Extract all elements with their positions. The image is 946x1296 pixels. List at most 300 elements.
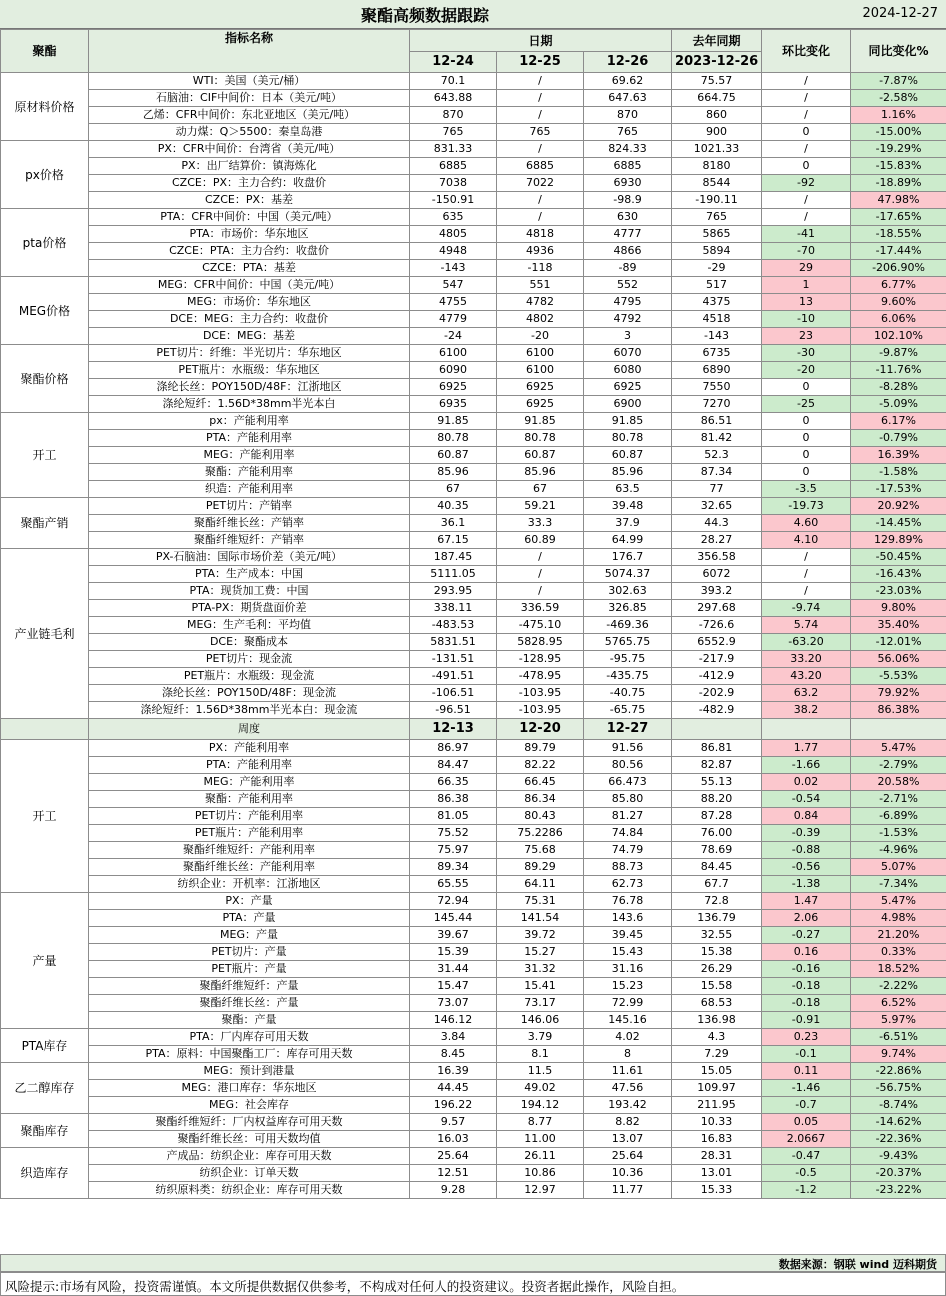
value-cell: 75.57 <box>672 73 762 90</box>
mom-change: 0 <box>762 124 851 141</box>
mom-change: 0 <box>762 158 851 175</box>
table-row <box>1 825 946 842</box>
value-cell: -20 <box>497 328 584 345</box>
mom-change: / <box>762 73 851 90</box>
mom-change: -1.38 <box>762 876 851 893</box>
value-cell: / <box>497 209 584 226</box>
table-row <box>1 413 946 430</box>
yoy-change: 18.52% <box>851 961 946 978</box>
table-row <box>1 1012 946 1029</box>
value-cell: 302.63 <box>584 583 672 600</box>
value-cell: 89.29 <box>497 859 584 876</box>
value-cell: -217.9 <box>672 651 762 668</box>
value-cell: 326.85 <box>584 600 672 617</box>
table-row <box>1 1165 946 1182</box>
value-cell: 91.85 <box>497 413 584 430</box>
yoy-change: -22.36% <box>851 1131 946 1148</box>
yoy-change: -2.58% <box>851 90 946 107</box>
yoy-change: -18.55% <box>851 226 946 243</box>
value-cell: -483.53 <box>410 617 497 634</box>
mom-change: 0.23 <box>762 1029 851 1046</box>
value-cell: -150.91 <box>410 192 497 209</box>
report-date: 2024-12-27 <box>862 6 938 21</box>
value-cell: 765 <box>672 209 762 226</box>
value-cell: 68.53 <box>672 995 762 1012</box>
value-cell: / <box>497 583 584 600</box>
value-cell: 5865 <box>672 226 762 243</box>
indicator-name: 动力煤：Q＞5500：秦皇岛港 <box>89 124 410 141</box>
indicator-name: PTA：厂内库存可用天数 <box>89 1029 410 1046</box>
table-row <box>1 1063 946 1080</box>
mom-change: -0.16 <box>762 961 851 978</box>
value-cell: 6885 <box>584 158 672 175</box>
table-row <box>1 808 946 825</box>
value-cell: 86.34 <box>497 791 584 808</box>
value-cell: 85.80 <box>584 791 672 808</box>
value-cell: 8.77 <box>497 1114 584 1131</box>
value-cell: 6925 <box>410 379 497 396</box>
table-row <box>1 192 946 209</box>
value-cell: 15.47 <box>410 978 497 995</box>
yoy-change: -1.58% <box>851 464 946 481</box>
table-row <box>1 226 946 243</box>
table-row <box>1 532 946 549</box>
value-cell: -89 <box>584 260 672 277</box>
table-row <box>1 600 946 617</box>
value-cell: 6100 <box>497 362 584 379</box>
value-cell: 13.01 <box>672 1165 762 1182</box>
header-indicator: 指标名称 <box>89 30 410 73</box>
yoy-change: 79.92% <box>851 685 946 702</box>
table-row <box>1 464 946 481</box>
value-cell: 765 <box>584 124 672 141</box>
mom-change: 0 <box>762 430 851 447</box>
indicator-name: PX：产量 <box>89 893 410 910</box>
header-date-3: 12-26 <box>584 52 672 73</box>
value-cell: 44.3 <box>672 515 762 532</box>
yoy-change: 129.89% <box>851 532 946 549</box>
yoy-change: -4.96% <box>851 842 946 859</box>
value-cell: 70.1 <box>410 73 497 90</box>
value-cell: 80.78 <box>584 430 672 447</box>
table-row <box>1 447 946 464</box>
value-cell: 82.22 <box>497 757 584 774</box>
value-cell: 12.97 <box>497 1182 584 1199</box>
value-cell: / <box>497 107 584 124</box>
indicator-name: 纺织企业：开机率：江浙地区 <box>89 876 410 893</box>
table-row <box>1 1131 946 1148</box>
mom-change: 5.74 <box>762 617 851 634</box>
value-cell: 8 <box>584 1046 672 1063</box>
value-cell: 10.36 <box>584 1165 672 1182</box>
value-cell: 89.34 <box>410 859 497 876</box>
value-cell: 6080 <box>584 362 672 379</box>
value-cell: / <box>497 73 584 90</box>
table-row <box>1 651 946 668</box>
value-cell: 72.99 <box>584 995 672 1012</box>
value-cell: 765 <box>410 124 497 141</box>
weekly-header-blank <box>851 719 946 740</box>
value-cell: 85.96 <box>584 464 672 481</box>
value-cell: -143 <box>672 328 762 345</box>
value-cell: 7270 <box>672 396 762 413</box>
table-row <box>1 158 946 175</box>
mom-change: -1.2 <box>762 1182 851 1199</box>
value-cell: 6070 <box>584 345 672 362</box>
value-cell: 91.85 <box>584 413 672 430</box>
value-cell: 552 <box>584 277 672 294</box>
value-cell: 4805 <box>410 226 497 243</box>
value-cell: 664.75 <box>672 90 762 107</box>
value-cell: 6552.9 <box>672 634 762 651</box>
value-cell: 7022 <box>497 175 584 192</box>
header-date-group: 日期 <box>410 30 672 52</box>
value-cell: -95.75 <box>584 651 672 668</box>
indicator-name: 涤纶短纤：1.56D*38mm半光本白 <box>89 396 410 413</box>
mom-change: 33.20 <box>762 651 851 668</box>
mom-change: 63.2 <box>762 685 851 702</box>
value-cell: 4948 <box>410 243 497 260</box>
yoy-change: 5.47% <box>851 740 946 757</box>
value-cell: -40.75 <box>584 685 672 702</box>
value-cell: 32.55 <box>672 927 762 944</box>
value-cell: -202.9 <box>672 685 762 702</box>
indicator-name: 聚酯：产量 <box>89 1012 410 1029</box>
value-cell: / <box>497 566 584 583</box>
yoy-change: -17.53% <box>851 481 946 498</box>
table-row <box>1 362 946 379</box>
table-row <box>1 1148 946 1165</box>
indicator-name: MEG：CFR中间价：中国（美元/吨） <box>89 277 410 294</box>
indicator-name: 涤纶长丝：POY150D/48F：现金流 <box>89 685 410 702</box>
indicator-name: PET瓶片：水瓶级：现金流 <box>89 668 410 685</box>
mom-change: / <box>762 209 851 226</box>
yoy-change: 9.60% <box>851 294 946 311</box>
indicator-name: 石脑油：CIF中间价：日本（美元/吨） <box>89 90 410 107</box>
yoy-change: -19.29% <box>851 141 946 158</box>
mom-change: -92 <box>762 175 851 192</box>
indicator-name: PTA：产能利用率 <box>89 757 410 774</box>
value-cell: 75.31 <box>497 893 584 910</box>
table-row <box>1 944 946 961</box>
value-cell: 31.32 <box>497 961 584 978</box>
value-cell: 91.56 <box>584 740 672 757</box>
weekly-label: 周度 <box>89 719 410 740</box>
weekly-header-blank <box>762 719 851 740</box>
mom-change: 2.06 <box>762 910 851 927</box>
mom-change: -41 <box>762 226 851 243</box>
value-cell: 88.20 <box>672 791 762 808</box>
header-yoy: 同比变化% <box>851 30 946 73</box>
mom-change: -3.5 <box>762 481 851 498</box>
value-cell: 4866 <box>584 243 672 260</box>
category-label: MEG价格 <box>1 277 89 345</box>
value-cell: 66.473 <box>584 774 672 791</box>
indicator-name: PET切片：现金流 <box>89 651 410 668</box>
value-cell: 13.07 <box>584 1131 672 1148</box>
yoy-change: -18.89% <box>851 175 946 192</box>
value-cell: 4795 <box>584 294 672 311</box>
table-row <box>1 175 946 192</box>
table-row <box>1 893 946 910</box>
yoy-change: 9.80% <box>851 600 946 617</box>
mom-change: -0.5 <box>762 1165 851 1182</box>
value-cell: 39.48 <box>584 498 672 515</box>
value-cell: -726.6 <box>672 617 762 634</box>
yoy-change: 35.40% <box>851 617 946 634</box>
table-row <box>1 566 946 583</box>
table-row <box>1 927 946 944</box>
table-row <box>1 141 946 158</box>
yoy-change: -2.79% <box>851 757 946 774</box>
category-label: 产量 <box>1 893 89 1029</box>
mom-change: -10 <box>762 311 851 328</box>
value-cell: -482.9 <box>672 702 762 719</box>
value-cell: 84.47 <box>410 757 497 774</box>
table-row <box>1 978 946 995</box>
yoy-change: 86.38% <box>851 702 946 719</box>
indicator-name: MEG：产量 <box>89 927 410 944</box>
value-cell: 33.3 <box>497 515 584 532</box>
value-cell: 109.97 <box>672 1080 762 1097</box>
yoy-change: -8.74% <box>851 1097 946 1114</box>
yoy-change: -16.43% <box>851 566 946 583</box>
value-cell: 187.45 <box>410 549 497 566</box>
value-cell: 145.44 <box>410 910 497 927</box>
value-cell: 194.12 <box>497 1097 584 1114</box>
value-cell: / <box>497 192 584 209</box>
value-cell: 5894 <box>672 243 762 260</box>
indicator-name: 聚酯纤维长丝：产销率 <box>89 515 410 532</box>
value-cell: 393.2 <box>672 583 762 600</box>
indicator-name: PX：出厂结算价：镇海炼化 <box>89 158 410 175</box>
yoy-change: 5.47% <box>851 893 946 910</box>
value-cell: / <box>497 90 584 107</box>
category-label: 乙二醇库存 <box>1 1063 89 1114</box>
mom-change: 0 <box>762 447 851 464</box>
indicator-name: PX-石脑油：国际市场价差（美元/吨） <box>89 549 410 566</box>
indicator-name: 聚酯纤维长丝：产量 <box>89 995 410 1012</box>
table-row <box>1 1182 946 1199</box>
value-cell: 3.79 <box>497 1029 584 1046</box>
value-cell: 69.62 <box>584 73 672 90</box>
value-cell: 32.65 <box>672 498 762 515</box>
indicator-name: WTI：美国（美元/桶） <box>89 73 410 90</box>
value-cell: 4936 <box>497 243 584 260</box>
value-cell: 4375 <box>672 294 762 311</box>
value-cell: 8.45 <box>410 1046 497 1063</box>
yoy-change: 5.97% <box>851 1012 946 1029</box>
value-cell: 64.99 <box>584 532 672 549</box>
data-source: 数据来源：钢联 wind 迈科期货 <box>778 1258 937 1271</box>
value-cell: 15.38 <box>672 944 762 961</box>
value-cell: 4779 <box>410 311 497 328</box>
value-cell: 47.56 <box>584 1080 672 1097</box>
yoy-change: 6.52% <box>851 995 946 1012</box>
value-cell: -143 <box>410 260 497 277</box>
value-cell: 630 <box>584 209 672 226</box>
weekly-header-row <box>1 719 946 740</box>
value-cell: 9.28 <box>410 1182 497 1199</box>
value-cell: 1021.33 <box>672 141 762 158</box>
indicator-name: 乙烯：CFR中间价：东北亚地区（美元/吨） <box>89 107 410 124</box>
table-row <box>1 668 946 685</box>
mom-change: -19.73 <box>762 498 851 515</box>
value-cell: 77 <box>672 481 762 498</box>
value-cell: 28.27 <box>672 532 762 549</box>
mom-change: / <box>762 549 851 566</box>
value-cell: 84.45 <box>672 859 762 876</box>
value-cell: 52.3 <box>672 447 762 464</box>
mom-change: 1 <box>762 277 851 294</box>
category-label: px价格 <box>1 141 89 209</box>
value-cell: 6925 <box>584 379 672 396</box>
value-cell: 4792 <box>584 311 672 328</box>
value-cell: 26.29 <box>672 961 762 978</box>
indicator-name: MEG：社会库存 <box>89 1097 410 1114</box>
value-cell: 15.23 <box>584 978 672 995</box>
category-label: 产业链毛利 <box>1 549 89 719</box>
value-cell: -98.9 <box>584 192 672 209</box>
value-cell: 73.07 <box>410 995 497 1012</box>
value-cell: 15.39 <box>410 944 497 961</box>
header-date-1: 12-24 <box>410 52 497 73</box>
indicator-name: PET切片：产能利用率 <box>89 808 410 825</box>
value-cell: -469.36 <box>584 617 672 634</box>
mom-change: / <box>762 192 851 209</box>
value-cell: 74.79 <box>584 842 672 859</box>
yoy-change: -9.87% <box>851 345 946 362</box>
value-cell: 11.61 <box>584 1063 672 1080</box>
mom-change: / <box>762 90 851 107</box>
value-cell: 8180 <box>672 158 762 175</box>
indicator-name: PET瓶片：水瓶级：华东地区 <box>89 362 410 379</box>
value-cell: 60.89 <box>497 532 584 549</box>
value-cell: 547 <box>410 277 497 294</box>
value-cell: 76.78 <box>584 893 672 910</box>
value-cell: 80.43 <box>497 808 584 825</box>
indicator-name: PET瓶片：产能利用率 <box>89 825 410 842</box>
mom-change: -0.1 <box>762 1046 851 1063</box>
indicator-name: MEG：港口库存：华东地区 <box>89 1080 410 1097</box>
value-cell: 6890 <box>672 362 762 379</box>
category-label: 聚酯产销 <box>1 498 89 549</box>
yoy-change: -17.44% <box>851 243 946 260</box>
value-cell: 6100 <box>497 345 584 362</box>
value-cell: 143.6 <box>584 910 672 927</box>
header-mom: 环比变化 <box>762 30 851 73</box>
yoy-change: -14.62% <box>851 1114 946 1131</box>
indicator-name: 聚酯纤维长丝：可用天数均值 <box>89 1131 410 1148</box>
yoy-change: -2.22% <box>851 978 946 995</box>
value-cell: 80.56 <box>584 757 672 774</box>
value-cell: 6885 <box>497 158 584 175</box>
mom-change: 43.20 <box>762 668 851 685</box>
indicator-name: PTA：CFR中间价：中国（美元/吨） <box>89 209 410 226</box>
category-label: 聚酯库存 <box>1 1114 89 1148</box>
value-cell: 136.98 <box>672 1012 762 1029</box>
value-cell: 62.73 <box>584 876 672 893</box>
value-cell: 12.51 <box>410 1165 497 1182</box>
value-cell: 15.41 <box>497 978 584 995</box>
table-row <box>1 842 946 859</box>
risk-notice: 风险提示:市场有风险，投资需谨慎。本文所提供数据仅供参考，不构成对任何人的投资建议。投资者据此操作，风险自担。 <box>5 1279 685 1294</box>
value-cell: 643.88 <box>410 90 497 107</box>
value-cell: 5074.37 <box>584 566 672 583</box>
yoy-change: 102.10% <box>851 328 946 345</box>
mom-change: 0 <box>762 413 851 430</box>
mom-change: 0 <box>762 464 851 481</box>
yoy-change: 6.77% <box>851 277 946 294</box>
table-row <box>1 757 946 774</box>
yoy-change: -206.90% <box>851 260 946 277</box>
value-cell: 870 <box>410 107 497 124</box>
weekly-header-blank <box>1 719 89 740</box>
table-row <box>1 634 946 651</box>
yoy-change: 0.33% <box>851 944 946 961</box>
table-row <box>1 1114 946 1131</box>
indicator-name: PX：产能利用率 <box>89 740 410 757</box>
table-row <box>1 260 946 277</box>
yoy-change: 9.74% <box>851 1046 946 1063</box>
value-cell: 6072 <box>672 566 762 583</box>
value-cell: 15.05 <box>672 1063 762 1080</box>
value-cell: -118 <box>497 260 584 277</box>
value-cell: 60.87 <box>497 447 584 464</box>
table-row <box>1 277 946 294</box>
indicator-name: PET切片：产销率 <box>89 498 410 515</box>
yoy-change: -2.71% <box>851 791 946 808</box>
table-row <box>1 107 946 124</box>
indicator-name: 织造：产能利用率 <box>89 481 410 498</box>
category-label: 织造库存 <box>1 1148 89 1199</box>
value-cell: 73.17 <box>497 995 584 1012</box>
value-cell: 4755 <box>410 294 497 311</box>
category-label: 聚酯价格 <box>1 345 89 413</box>
value-cell: -29 <box>672 260 762 277</box>
value-cell: -103.95 <box>497 685 584 702</box>
value-cell: 5828.95 <box>497 634 584 651</box>
value-cell: 86.51 <box>672 413 762 430</box>
value-cell: 6090 <box>410 362 497 379</box>
yoy-change: -0.79% <box>851 430 946 447</box>
indicator-name: PTA：产能利用率 <box>89 430 410 447</box>
value-cell: 39.72 <box>497 927 584 944</box>
value-cell: / <box>497 141 584 158</box>
yoy-change: -15.00% <box>851 124 946 141</box>
header-date-last-year: 2023-12-26 <box>672 52 762 73</box>
table-row <box>1 961 946 978</box>
indicator-name: CZCE：PX：主力合约：收盘价 <box>89 175 410 192</box>
mom-change: 1.77 <box>762 740 851 757</box>
value-cell: 66.45 <box>497 774 584 791</box>
value-cell: 193.42 <box>584 1097 672 1114</box>
value-cell: -190.11 <box>672 192 762 209</box>
indicator-name: CZCE：PX：基差 <box>89 192 410 209</box>
value-cell: 67.15 <box>410 532 497 549</box>
table-row <box>1 702 946 719</box>
mom-change: 0.16 <box>762 944 851 961</box>
mom-change: / <box>762 566 851 583</box>
yoy-change: -11.76% <box>851 362 946 379</box>
value-cell: 8.1 <box>497 1046 584 1063</box>
mom-change: 4.10 <box>762 532 851 549</box>
mom-change: -63.20 <box>762 634 851 651</box>
value-cell: 293.95 <box>410 583 497 600</box>
value-cell: 75.97 <box>410 842 497 859</box>
table-row <box>1 481 946 498</box>
value-cell: 31.44 <box>410 961 497 978</box>
